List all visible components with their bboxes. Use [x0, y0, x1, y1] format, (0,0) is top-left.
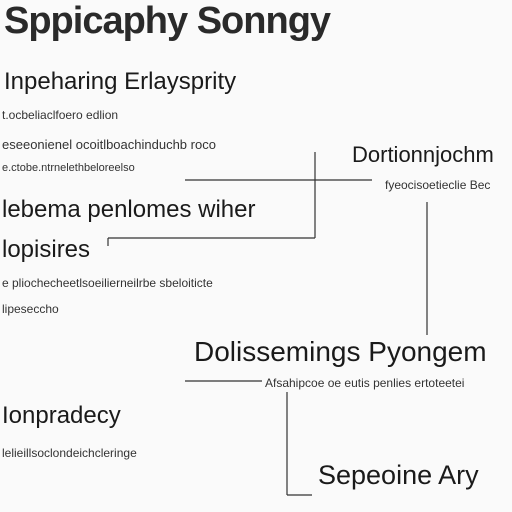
- left-sub-4: e pliochecheetlsoeilierneilrbe sbeloiticte: [2, 276, 213, 290]
- left-sub-6: lelieillsoclondeichcleringe: [2, 446, 137, 460]
- middle-node-subtitle: Afsahipcoe oe eutis penlies ertoteetei: [265, 376, 465, 390]
- middle-node-title: Dolissemings Pyongem: [194, 336, 487, 367]
- left-heading-2: lebema penlomes wiher: [2, 196, 256, 223]
- right-node-title: Dortionnjochm: [352, 142, 494, 167]
- left-sub-3: e.ctobe.ntrnelethbeloreelso: [2, 162, 135, 174]
- left-sub-2: eseeonienel ocoitlboachinduchb roco: [2, 137, 216, 152]
- left-sub-1: t.ocbeliaclfoero edlion: [2, 108, 119, 122]
- left-heading-3: lopisires: [2, 236, 91, 263]
- left-heading-1: Inpeharing Erlaysprity: [4, 68, 237, 95]
- left-heading-4: Ionpradecy: [2, 402, 121, 429]
- left-sub-5: lipeseccho: [2, 302, 59, 316]
- right-node-subtitle: fyeocisoetieclie Bec: [385, 178, 491, 192]
- diagram-title: Sppicaphy Sonngy: [4, 0, 331, 42]
- bottom-node-title: Sepeoine Ary: [318, 460, 479, 490]
